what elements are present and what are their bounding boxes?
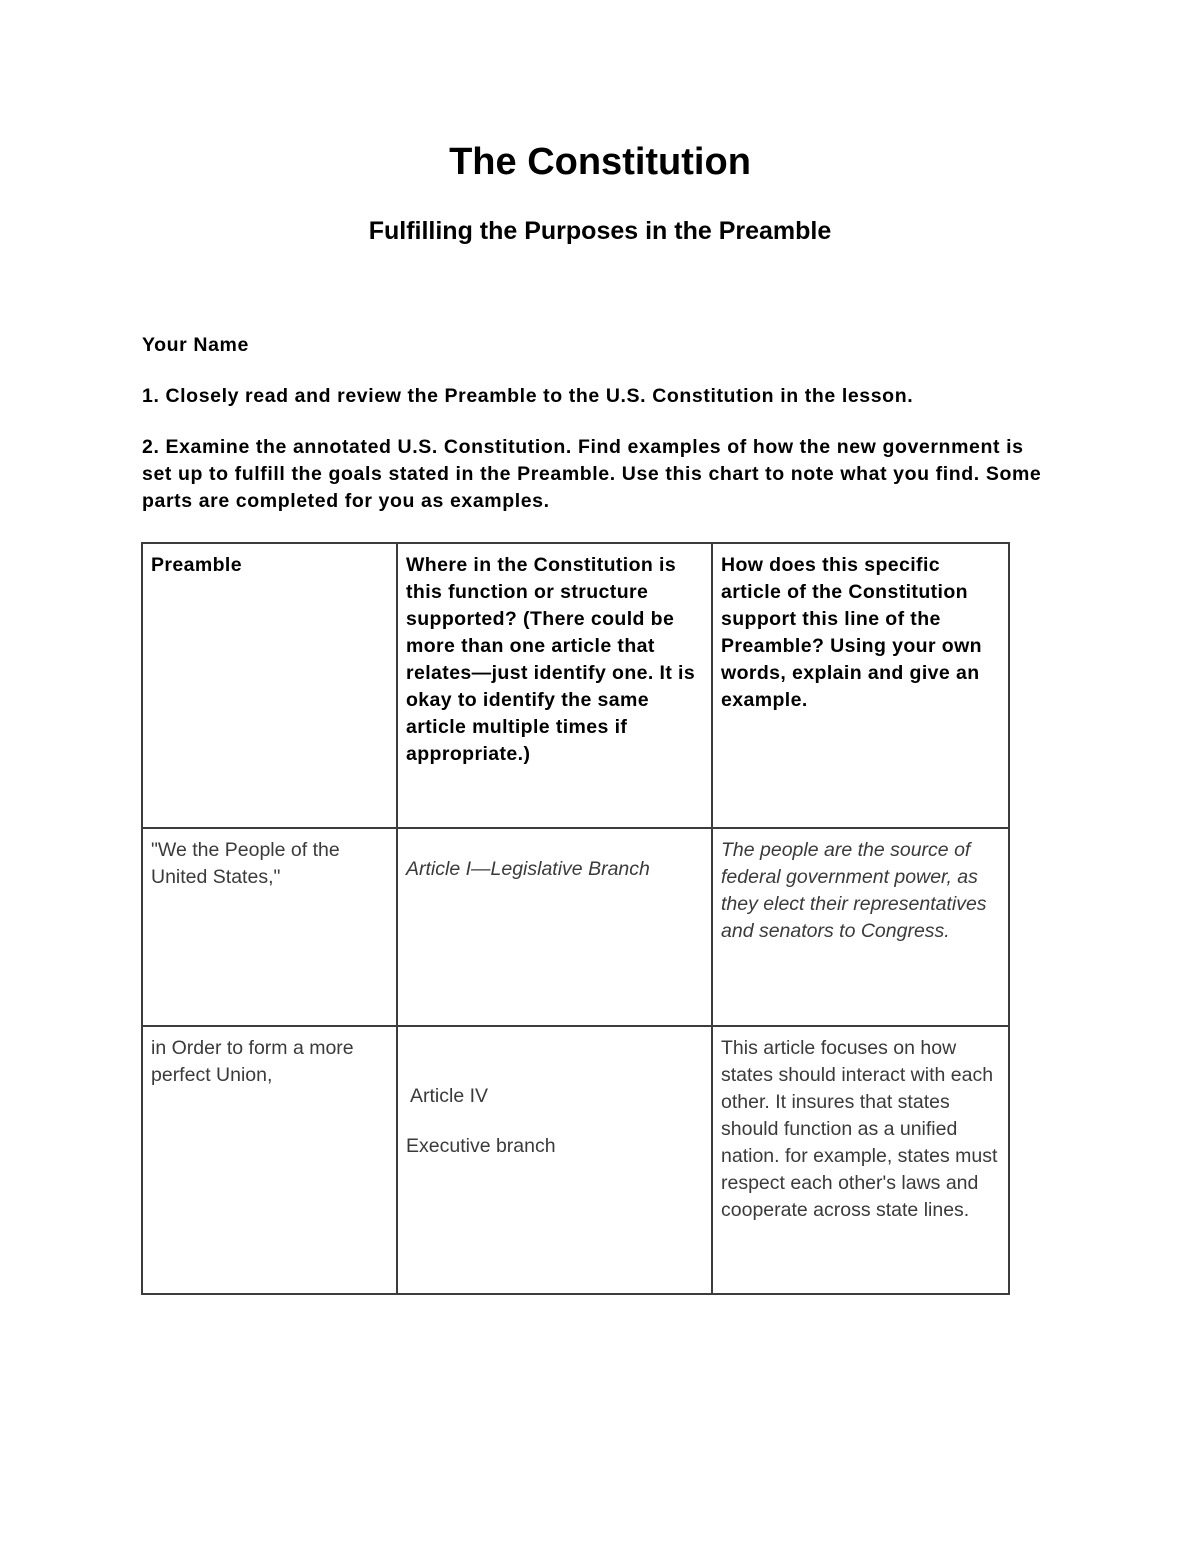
cell-preamble[interactable]: in Order to form a more perfect Union, [142, 1026, 397, 1294]
header-where: Where in the Constitution is this function or structure supported? (There could be more than one article that relates—just identify one. It is okay to identify the same article multiple times if appropriate.) [397, 543, 712, 828]
header-preamble: Preamble [142, 543, 397, 828]
page-title: The Constitution [449, 141, 751, 183]
table-header-row [142, 543, 1009, 828]
cell-where[interactable]: Article I—Legislative Branch [397, 828, 712, 1026]
table-row [142, 1026, 1009, 1294]
instruction-1: 1. Closely read and review the Preamble to the U.S. Constitution in the lesson. [142, 385, 914, 407]
instruction-2: 2. Examine the annotated U.S. Constitution. Find examples of how the new government is set up to fulfill the goals stated in the Preamble. Use this chart to note what you find. Some parts are completed for you as examples. [142, 436, 1042, 512]
cell-where-line-1: Article IV [410, 1085, 489, 1107]
header-how: How does this specific article of the Constitution support this line of the Preamble? Using your own words, explain and give an example. [712, 543, 1009, 828]
cell-where-line-2: Executive branch [406, 1135, 556, 1157]
your-name-label: Your Name [142, 334, 249, 356]
table-row [142, 828, 1009, 1026]
cell-how[interactable]: This article focuses on how states should interact with each other. It insures that states should function as a unified nation. for example, states must respect each other's laws and cooperate across state lines. [712, 1026, 1009, 1294]
cell-preamble[interactable]: "We the People of the United States," [142, 828, 397, 1026]
page-subtitle: Fulfilling the Purposes in the Preamble [368, 217, 832, 245]
cell-where[interactable] [397, 1026, 712, 1294]
cell-how[interactable]: The people are the source of federal government power, as they elect their representatives and senators to Congress. [712, 828, 1009, 1026]
preamble-chart-table [141, 542, 1010, 1295]
